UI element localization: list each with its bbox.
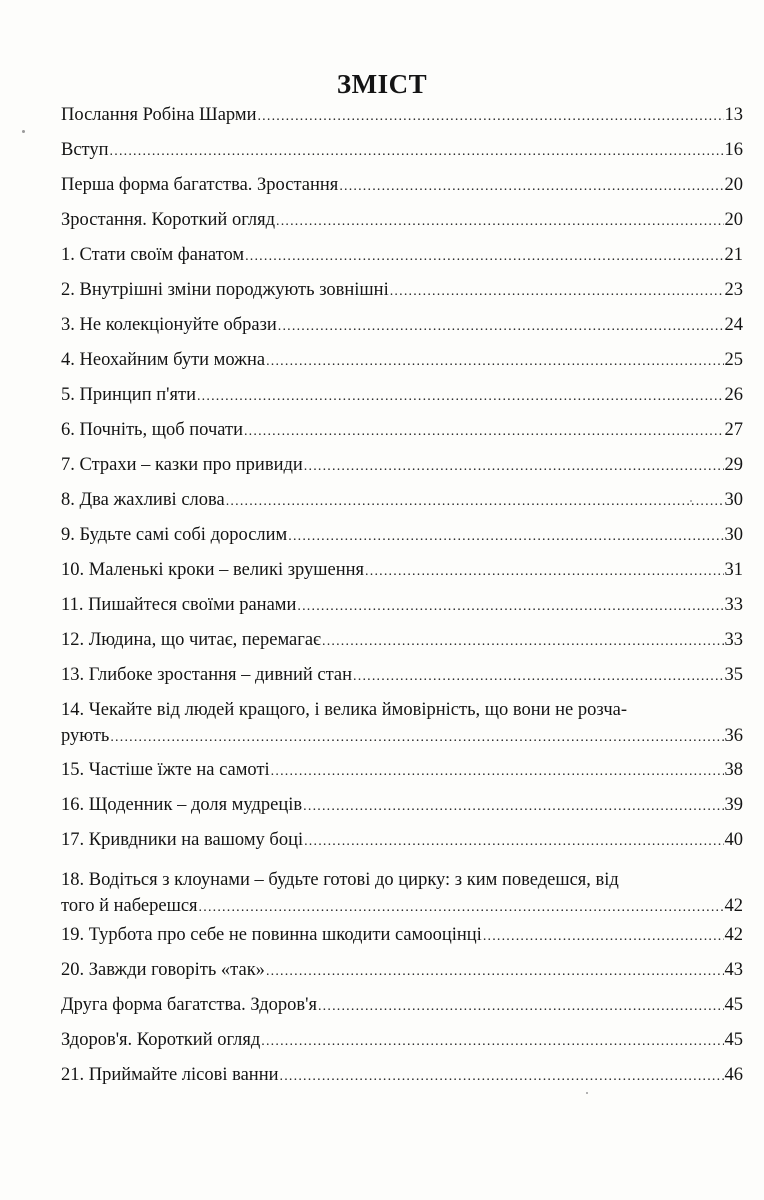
toc-entry-line: [61, 102, 743, 128]
dot-leader: [318, 994, 724, 1020]
toc-entry-page: 36: [724, 726, 743, 746]
dot-leader: [322, 629, 724, 655]
toc-entry: [61, 382, 743, 408]
toc-entry-page: 33: [724, 595, 743, 615]
toc-entry-title: Здоров'я. Короткий огляд: [61, 1030, 261, 1050]
toc-entry-page: 35: [724, 665, 743, 685]
toc-entry-title: 16. Щоденник – доля мудреців: [61, 795, 303, 815]
toc-entry-line: [61, 277, 743, 303]
dot-leader: [245, 244, 723, 270]
toc-entry-line: [61, 452, 743, 478]
toc-entry: [61, 757, 743, 783]
toc-entry-title: 13. Глибоке зростання – дивний стан: [61, 665, 353, 685]
toc-entry-page: 30: [724, 525, 743, 545]
toc-entry-page: 42: [724, 925, 743, 945]
toc-entry-title: Зростання. Короткий огляд: [61, 210, 275, 230]
toc-entry-title: 1. Стати своїм фанатом: [61, 245, 245, 265]
toc-entry-line: [61, 417, 743, 443]
dot-leader: [483, 924, 724, 950]
dot-leader: [280, 1064, 724, 1090]
toc-entry-line: [61, 312, 743, 338]
toc-entry-title: 7. Страхи – казки про привиди: [61, 455, 303, 475]
dot-leader: [197, 384, 724, 410]
dot-leader: [339, 174, 723, 200]
toc-entry: [61, 137, 743, 163]
scan-speck: [22, 130, 25, 133]
toc-entry-line: [61, 792, 743, 818]
dot-leader: [278, 314, 724, 340]
toc-entry-title: Друга форма багатства. Здоров'я: [61, 995, 317, 1015]
toc-entry-line: [61, 627, 743, 653]
toc-entry: [61, 207, 743, 233]
dot-leader: [266, 959, 724, 985]
toc-entry-title: 5. Принцип п'яти: [61, 385, 196, 405]
toc-entry-line: [61, 242, 743, 268]
toc-entry-line: [61, 592, 743, 618]
toc-entry: [61, 662, 743, 688]
toc-entry-line: [61, 557, 743, 583]
toc-entry-page: 38: [724, 760, 743, 780]
toc-entry-page: 40: [724, 830, 743, 850]
toc-entry-page: 25: [724, 350, 743, 370]
dot-leader: [226, 489, 724, 515]
dot-leader: [199, 895, 724, 921]
toc-entry: [61, 277, 743, 303]
toc-entry-line: [61, 522, 743, 548]
dot-leader: [365, 559, 723, 585]
dot-leader: [304, 454, 724, 480]
toc-entry: [61, 102, 743, 128]
toc-entry-page: 27: [724, 420, 743, 440]
toc-entry-line: [61, 172, 743, 198]
toc-entry-line: [61, 347, 743, 373]
toc-entry-line: [61, 922, 743, 948]
toc-entry: [61, 922, 743, 948]
toc-entry-line: [61, 662, 743, 688]
toc-entry-title: 9. Будьте самі собі дорослим: [61, 525, 288, 545]
toc-entry-page: 46: [724, 1065, 743, 1085]
toc-entry-title: 8. Два жахливі слова: [61, 490, 225, 510]
toc-entry-title: 15. Частіше їжте на самоті: [61, 760, 270, 780]
toc-entry-line: [61, 757, 743, 783]
dot-leader: [288, 524, 723, 550]
toc-entry-title: рують: [61, 726, 110, 746]
toc-entry-page: 42: [724, 896, 743, 916]
toc-entry-page: 16: [724, 140, 743, 160]
toc-entry-page: 21: [724, 245, 743, 265]
toc-entry: [61, 697, 743, 749]
toc-entry-title: 12. Людина, що читає, перемагає: [61, 630, 321, 650]
toc-entry-title: 20. Завжди говоріть «так»: [61, 960, 265, 980]
toc-entry: [61, 242, 743, 268]
dot-leader: [304, 829, 723, 855]
toc-entry-line: [61, 137, 743, 163]
toc-entry-title: того й наберешся: [61, 896, 198, 916]
toc-entry-line: [61, 957, 743, 983]
toc-entry-line: [61, 723, 743, 749]
toc-entry-page: 13: [724, 105, 743, 125]
toc-entry: [61, 827, 743, 853]
toc-entry: [61, 627, 743, 653]
toc-entry: [61, 417, 743, 443]
dot-leader: [261, 1029, 723, 1055]
toc-entry-page: 39: [724, 795, 743, 815]
toc-entry: [61, 312, 743, 338]
toc-entry-line: [61, 1062, 743, 1088]
toc-entry-page: 24: [724, 315, 743, 335]
toc-entry: [61, 592, 743, 618]
toc-entry-title: 4. Неохайним бути можна: [61, 350, 266, 370]
toc-entry: [61, 992, 743, 1018]
toc-entry-page: 26: [724, 385, 743, 405]
toc-entry-title-line1: 14. Чекайте від людей кращого, і велика ймовірність, що вони не розча-: [61, 700, 628, 720]
toc-entry-page: 45: [724, 1030, 743, 1050]
dot-leader: [303, 794, 723, 820]
dot-leader: [353, 664, 723, 690]
toc-entry-line: [61, 487, 743, 513]
dot-leader: [271, 759, 724, 785]
dot-leader: [244, 419, 724, 445]
toc-entry-page: 29: [724, 455, 743, 475]
toc-entry-page: 31: [724, 560, 743, 580]
toc-entry-title: 17. Кривдники на вашому боці: [61, 830, 304, 850]
toc-entry-title: Послання Робіна Шарми: [61, 105, 257, 125]
scan-speck: [586, 1092, 588, 1094]
toc-entry-page: 23: [724, 280, 743, 300]
dot-leader: [276, 209, 724, 235]
toc-entry-title-line1: 18. Водіться з клоунами – будьте готові до цирку: з ким поведешся, від: [61, 870, 619, 890]
toc-entry-title: 10. Маленькі кроки – великі зрушення: [61, 560, 365, 580]
toc-entry-line: [61, 992, 743, 1018]
toc-entry-title: 11. Пишайтеся своїми ранами: [61, 595, 297, 615]
toc-entry: [61, 172, 743, 198]
toc-entry: [61, 1027, 743, 1053]
toc-entry-page: 33: [724, 630, 743, 650]
toc-entry-title: Перша форма багатства. Зростання: [61, 175, 339, 195]
toc-entry-title: 6. Почніть, щоб почати: [61, 420, 243, 440]
toc-entry-line: [61, 207, 743, 233]
dot-leader: [297, 594, 723, 620]
scan-speck: [690, 500, 692, 502]
dot-leader: [390, 279, 724, 305]
toc-entry-title: 21. Приймайте лісові ванни: [61, 1065, 279, 1085]
toc-entry: [61, 557, 743, 583]
toc-entry: [61, 867, 743, 919]
toc-entry: [61, 452, 743, 478]
toc-entry-line: [61, 893, 743, 919]
toc-entry-page: 30: [724, 490, 743, 510]
toc-entry: [61, 487, 743, 513]
dot-leader: [110, 139, 724, 165]
toc-entry-page: 45: [724, 995, 743, 1015]
dot-leader: [110, 725, 723, 751]
toc-entry-title: Вступ: [61, 140, 109, 160]
toc-entry-title: 19. Турбота про себе не повинна шкодити самооцінці: [61, 925, 482, 945]
toc-entry-line: [61, 382, 743, 408]
toc-entry: [61, 957, 743, 983]
toc-entry-title: 2. Внутрішні зміни породжують зовнішні: [61, 280, 389, 300]
dot-leader: [257, 104, 723, 130]
page-title: ЗМІСТ: [336, 69, 428, 99]
toc-entry: [61, 1062, 743, 1088]
dot-leader: [266, 349, 723, 375]
toc-entry-line: [61, 1027, 743, 1053]
toc-entry: [61, 522, 743, 548]
toc-entry-page: 43: [724, 960, 743, 980]
toc-entry-line: [61, 827, 743, 853]
toc-entry: [61, 792, 743, 818]
toc-entry-title: 3. Не колекціонуйте образи: [61, 315, 277, 335]
toc-entry-page: 20: [724, 210, 743, 230]
toc-entry-page: 20: [724, 175, 743, 195]
toc-entry: [61, 347, 743, 373]
